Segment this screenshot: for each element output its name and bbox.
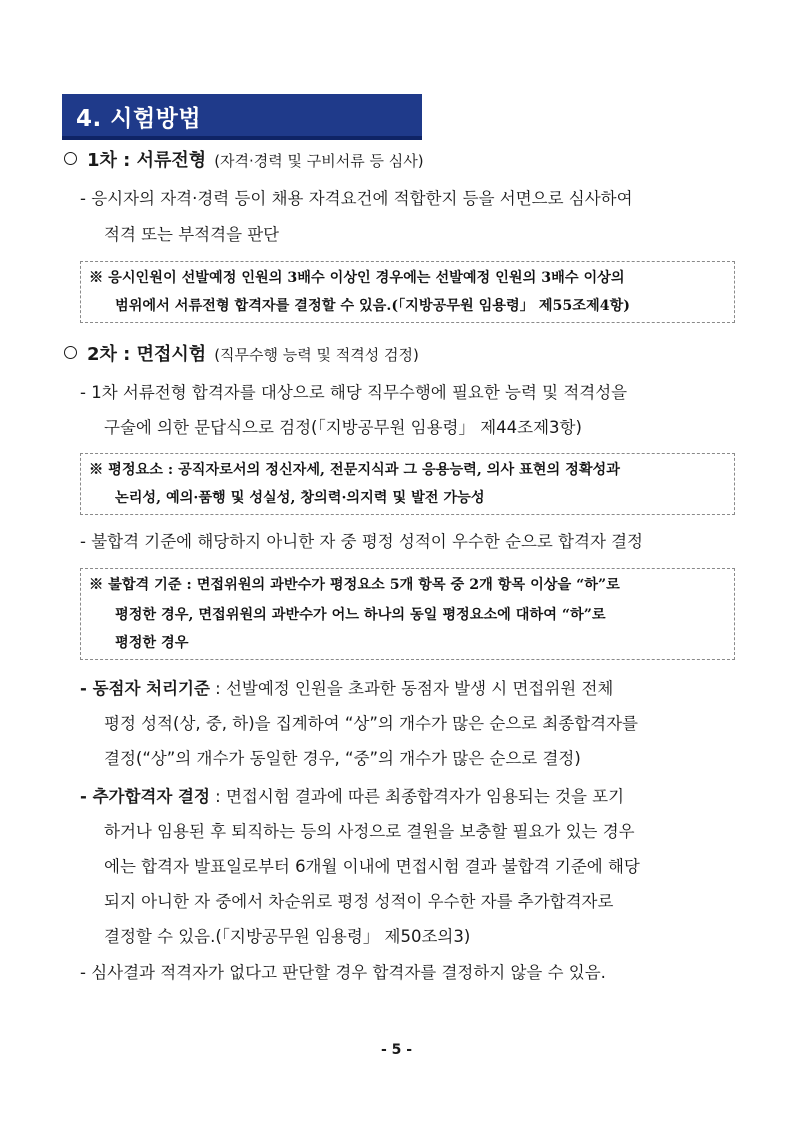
section-title: 4. 시험방법 [76, 106, 202, 132]
section-title-bar [62, 94, 422, 140]
stage2-bullet1-line2: 구술에 의한 문답식으로 검정(「지방공무원 임용령」 제44조제3항) [104, 418, 582, 437]
additional-rule-line1 [80, 786, 624, 808]
additional-rule-text1: : 면접시험 결과에 따른 최종합격자가 임용되는 것을 포기 [209, 787, 625, 806]
tie-rule-label: - 동점자 처리기준 [80, 679, 210, 698]
stage1-heading-line [64, 150, 424, 172]
stage2-heading-line [64, 344, 419, 366]
stage1-note-box [80, 261, 735, 323]
stage2-bullet2: - 불합격 기준에 해당하지 아니한 자 중 평정 성적이 우수한 순으로 합격자 결정 [80, 532, 644, 551]
additional-rule-line2: 하거나 임용된 후 퇴직하는 등의 사정으로 결원을 보충할 필요가 있는 경우 [104, 822, 635, 841]
stage1-bullet1-line1 [80, 188, 732, 210]
additional-rule-line4: 되지 아니한 자 중에서 차순위로 평정 성적이 우수한 자를 추가합격자로 [104, 892, 614, 911]
tie-rule-line2: 평정 성적(상, 중, 하)을 집계하여 “상”의 개수가 많은 순으로 최종합격자를 [104, 714, 638, 733]
stage2-note2-line1: ※ 불합격 기준 : 면접위원의 과반수가 평정요소 5개 항목 중 2개 항목 이상을 “하”로 [89, 577, 620, 593]
circle-bullet-icon [64, 152, 77, 165]
circle-bullet-icon [64, 346, 77, 359]
stage2-subheading: (직무수행 능력 및 적격성 검정) [214, 346, 419, 364]
stage2-note1-line2: 논리성, 예의·품행 및 성실성, 창의력·의지력 및 발전 가능성 [115, 490, 485, 506]
stage1-note-line2: 범위에서 서류전형 합격자를 결정할 수 있음.(「지방공무원 임용령」 제55조제4항) [115, 298, 630, 314]
stage1-subheading: (자격·경력 및 구비서류 등 심사) [214, 152, 424, 170]
stage1-heading: 1차 : 서류전형 [87, 150, 207, 171]
tie-rule-line3: 결정(“상”의 개수가 동일한 경우, “중”의 개수가 많은 순으로 결정) [104, 749, 581, 768]
stage2-note2-box [80, 568, 735, 660]
stage2-bullet-last: - 심사결과 적격자가 없다고 판단할 경우 합격자를 결정하지 않을 수 있음. [80, 963, 606, 982]
stage2-note1-line1: ※ 평정요소 : 공직자로서의 정신자세, 전문지식과 그 응용능력, 의사 표현의 정확성과 [89, 462, 620, 478]
additional-rule-line3: 에는 합격자 발표일로부터 6개월 이내에 면접시험 결과 불합격 기준에 해당 [104, 857, 640, 876]
stage2-note2-line2: 평정한 경우, 면접위원의 과반수가 어느 하나의 동일 평정요소에 대하여 “하”로 [115, 607, 606, 623]
stage2-heading: 2차 : 면접시험 [87, 344, 207, 365]
stage1-note-line1: ※ 응시인원이 선발예정 인원의 3배수 이상인 경우에는 선발예정 인원의 3배수 이상의 [89, 270, 625, 286]
stage1-bullet1-text1: - 응시자의 자격·경력 등이 채용 자격요건에 적합한지 등을 서면으로 심사하여 [80, 189, 633, 208]
stage2-note2-line3: 평정한 경우 [115, 635, 189, 651]
tie-rule-text1: : 선발예정 인원을 초과한 동점자 발생 시 면접위원 전체 [209, 679, 614, 698]
stage1-bullet1-line2: 적격 또는 부적격을 판단 [104, 225, 280, 244]
stage2-note1-box [80, 453, 735, 515]
stage2-bullet1-line1: - 1차 서류전형 합격자를 대상으로 해당 직무수행에 필요한 능력 및 적격성을 [80, 383, 628, 402]
additional-rule-line5: 결정할 수 있음.(「지방공무원 임용령」 제50조의3) [104, 927, 471, 946]
page-number: - 5 - [380, 1042, 413, 1058]
additional-rule-label: - 추가합격자 결정 [80, 787, 210, 806]
tie-rule-line1 [80, 678, 613, 700]
